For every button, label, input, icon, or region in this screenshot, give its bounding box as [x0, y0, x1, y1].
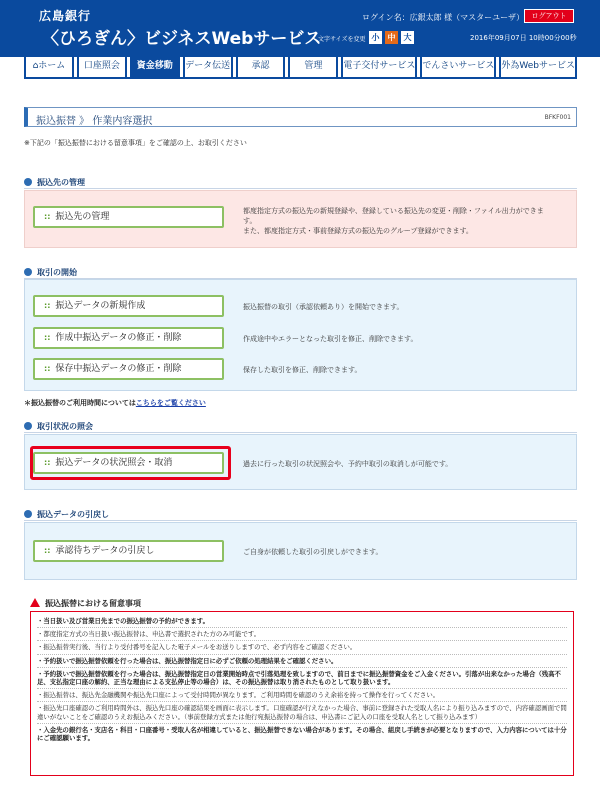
edit-draft-desc: 作成途中やエラーとなった取引を修正、削除できます。: [243, 335, 418, 343]
font-size-small-button[interactable]: 小: [369, 31, 382, 44]
tab-densai[interactable]: でんさいサービス: [420, 55, 496, 77]
login-user: ログイン名：広銀太郎 様（マスターユーザ）: [362, 13, 525, 22]
nav-underline: [24, 77, 577, 79]
service-logo: 〈ひろぎん〉ビジネスWebサービス: [42, 29, 322, 49]
bullet-icon: [24, 268, 32, 276]
notes-box: [30, 611, 574, 776]
note-line: ・当日扱い及び営業日先までの振込振替の予約ができます。: [37, 615, 567, 628]
withdraw-pending-button[interactable]: :: 承認待ちデータの引戻し: [33, 540, 224, 562]
page-title-bar: [24, 107, 577, 127]
tab-approval[interactable]: 承認: [236, 55, 286, 77]
tab-forex[interactable]: 外為Webサービス: [499, 55, 577, 77]
page-title: 振込振替 》 作業内容選択: [36, 116, 153, 127]
dots-icon: ::: [44, 301, 51, 310]
status-inquiry-button[interactable]: :: 振込データの状況照会・取消: [33, 452, 224, 474]
note-line: ・予約扱いで振込振替依頼を行った場合は、振込振替指定日に必ずご依頼の処理結果をご確認ください。: [37, 655, 567, 668]
section-heading-start: 取引の開始: [24, 267, 577, 279]
note-line: ・振込先口座確認のご利用時間外は、振込先口座の確認結果を画面に表示します。口座確認が行えなかった場合、事前に登録された受取人名により振り込みますので、内容確認画面で間違いがないことをご確認のうえお振込みください。（事前登録方式または他行宛振込振替の場合は、申込書にご記入の口座を受取人名として振り込みます）: [37, 702, 567, 723]
tab-data-transmission[interactable]: データ伝送: [183, 55, 233, 77]
section-heading-payee: 振込先の管理: [24, 177, 577, 189]
payee-management-button[interactable]: :: 振込先の管理: [33, 206, 224, 228]
service-hours-note: ＊振込振替のご利用時間についてはこちらをご覧ください: [24, 399, 206, 407]
new-transfer-button[interactable]: :: 振込データの新規作成: [33, 295, 224, 317]
section-heading-withdraw: 振込データの引戻し: [24, 509, 577, 521]
bullet-icon: [24, 422, 32, 430]
tab-management[interactable]: 管理: [288, 55, 338, 77]
page-note: ※下記の「振込振替における留意事項」をご確認の上、お取引ください: [24, 139, 247, 147]
font-size-label: 文字サイズを変更: [318, 36, 366, 43]
current-datetime: 2016年09月07日 10時00分00秒: [470, 34, 577, 42]
dots-icon: ::: [44, 333, 51, 342]
withdraw-pending-desc: ご自身が依頼した取引の引戻しができます。: [243, 548, 383, 556]
edit-saved-desc: 保存した取引を修正、削除できます。: [243, 366, 362, 374]
edit-draft-button[interactable]: :: 作成中振込データの修正・削除: [33, 327, 224, 349]
warning-icon: [30, 598, 40, 607]
font-size-large-button[interactable]: 大: [401, 31, 414, 44]
tab-home[interactable]: ⌂ホーム: [24, 55, 74, 77]
tab-account-inquiry[interactable]: 口座照会: [77, 55, 127, 77]
bank-logo: 広島銀行: [39, 9, 92, 23]
highlight-frame: [30, 446, 231, 480]
main-nav: [24, 55, 577, 77]
payee-management-desc: 都度指定方式の振込先の新規登録や、登録している振込先の変更・削除・ファイル出力ができます。 また、都度指定方式・事前登録方式の振込先のグループ登録ができます。: [243, 207, 544, 235]
dots-icon: ::: [44, 212, 51, 221]
status-inquiry-desc: 過去に行った取引の状況照会や、予約中取引の取消しが可能です。: [243, 460, 453, 468]
notes-title: 振込振替における留意事項: [30, 598, 141, 609]
home-icon: ⌂: [32, 61, 39, 71]
tab-e-delivery[interactable]: 電子交付サービス: [341, 55, 417, 77]
edit-saved-button[interactable]: :: 保存中振込データの修正・削除: [33, 358, 224, 380]
screen-id: BFKF001: [544, 114, 571, 121]
note-line: ・予約扱いで振込振替依頼を行った場合は、振込振替指定日の営業開始時点で引落処理を致しますので、前日までに振込振替資金をご入金ください。引落が出来なかった場合（残高不足、支払指定口座の解約、正当な理由による支払停止等の場合）は、その振込振替は取り消されたものとして取り扱います。: [37, 668, 567, 689]
note-line: ・都度指定方式の当日扱い振込振替は、申込書で選択された方のみ可能です。: [37, 628, 567, 641]
logout-button[interactable]: ログアウト: [524, 9, 574, 23]
note-line: ・振込振替実行後、当行より受付番号を記入した電子メールをお送りしますので、必ず内容をご確認ください。: [37, 641, 567, 654]
new-transfer-desc: 振込振替の取引（承認依頼あり）を開始できます。: [243, 303, 404, 311]
section-heading-status: 取引状況の照会: [24, 421, 577, 433]
bullet-icon: [24, 178, 32, 186]
dots-icon: ::: [44, 458, 51, 467]
bullet-icon: [24, 510, 32, 518]
header-bar: [0, 0, 600, 57]
service-hours-link[interactable]: こちらをご覧ください: [135, 399, 206, 407]
note-line: ・振込振替は、振込先金融機関や振込先口座によって受付時間が異なります。ご利用時間を確認のうえ余裕を持って操作を行ってください。: [37, 689, 567, 702]
note-line: ・入金先の銀行名・支店名・科目・口座番号・受取人名が相違していると、振込振替できない場合があります。その場合、組戻し手続きが必要となりますので、入力内容については十分にご確認願います。: [37, 725, 567, 743]
dots-icon: ::: [44, 546, 51, 555]
dots-icon: ::: [44, 364, 51, 373]
font-size-medium-button[interactable]: 中: [385, 31, 398, 44]
tab-fund-transfer[interactable]: 資金移動: [130, 55, 180, 77]
